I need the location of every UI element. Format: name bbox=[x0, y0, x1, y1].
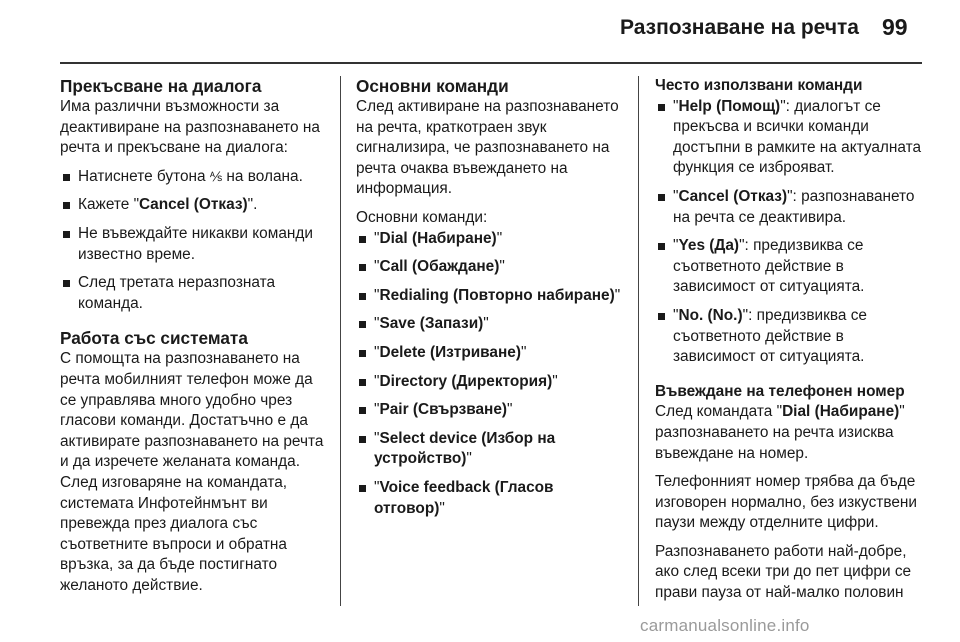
column-2 bbox=[356, 76, 624, 519]
section-heading: Работа със системата bbox=[60, 328, 248, 349]
page-title: Разпознаване на речта bbox=[620, 16, 859, 39]
column-1 bbox=[60, 76, 328, 596]
section-heading: Прекъсване на диалога bbox=[60, 76, 262, 96]
command-item: "No. (No.)": предизвиква се съответното действие в зависимост от ситуацията. bbox=[655, 306, 930, 368]
command-item: "Select device (Избор на устройство)" bbox=[356, 429, 624, 470]
column-divider bbox=[340, 76, 341, 606]
section-heading: Въвеждане на телефонен номер bbox=[655, 382, 905, 400]
command-item: "Yes (Да)": предизвиква се съответното действие в зависимост от ситуацията. bbox=[655, 236, 930, 298]
column-divider bbox=[638, 76, 639, 606]
paragraph: След активиране на разпознаването на речта, краткотраен звук сигнализира, че разпознаването на речта очаква въвеждането на информация. bbox=[356, 98, 619, 198]
list-item: Натиснете бутона ⅍ на волана. bbox=[60, 167, 328, 188]
command-item: "Directory (Директория)" bbox=[356, 372, 624, 393]
command-item: "Cancel (Отказ)": разпознаването на речта се деактивира. bbox=[655, 187, 930, 228]
command-item: "Pair (Свързване)" bbox=[356, 400, 624, 421]
list-item: След третата неразпозната команда. bbox=[60, 273, 328, 314]
paragraph: Основни команди: bbox=[356, 208, 488, 226]
command-item: "Call (Обаждане)" bbox=[356, 257, 624, 278]
command-item: "Voice feedback (Гласов отговор)" bbox=[356, 478, 624, 519]
paragraph: Има различни възможности за деактивиране на разпознаването на речта и прекъсване на диалога: bbox=[60, 98, 320, 157]
voice-button-icon: ⅍ bbox=[209, 168, 223, 184]
header-rule bbox=[60, 62, 922, 64]
column-3 bbox=[655, 76, 930, 604]
section-heading: Основни команди bbox=[356, 76, 509, 96]
paragraph: Телефонният номер трябва да бъде изговорен нормално, без изкуствени паузи между отделните цифри. bbox=[655, 473, 917, 532]
command-item: "Help (Помощ)": диалогът се прекъсва и всички команди достъпни в рамките на актуалната функция се изброяват. bbox=[655, 97, 930, 179]
list-item: Кажете "Cancel (Отказ)". bbox=[60, 195, 328, 216]
paragraph: След командата "Dial (Набиране)" разпознаването на речта изисква въвеждане на номер. bbox=[655, 403, 905, 462]
paragraph: С помощта на разпознаването на речта мобилният телефон може да се управлява много удобно чрез гласови команди. Достатъчно е да активирате разпознаването на речта и да изречете желаната команда. След изговаряне на командата, системата Инфотейнмънт ви превежда през диалога със съответните въпроси и обратна връзка, за да бъде постигнато желаното действие. bbox=[60, 350, 324, 594]
watermark: carmanualsonline.info bbox=[640, 616, 810, 635]
command-item: "Delete (Изтриване)" bbox=[356, 343, 624, 364]
page-number: 99 bbox=[882, 14, 908, 40]
paragraph: Разпознаването работи най-добре, ако след всеки три до пет цифри се прави пауза от най-малко половин bbox=[655, 542, 912, 602]
command-item: "Dial (Набиране)" bbox=[356, 229, 624, 250]
command-item: "Redialing (Повторно набиране)" bbox=[356, 286, 624, 307]
section-heading: Често използвани команди bbox=[655, 77, 863, 94]
command-item: "Save (Запази)" bbox=[356, 314, 624, 335]
list-item: Не въвеждайте никакви команди известно време. bbox=[60, 224, 328, 265]
